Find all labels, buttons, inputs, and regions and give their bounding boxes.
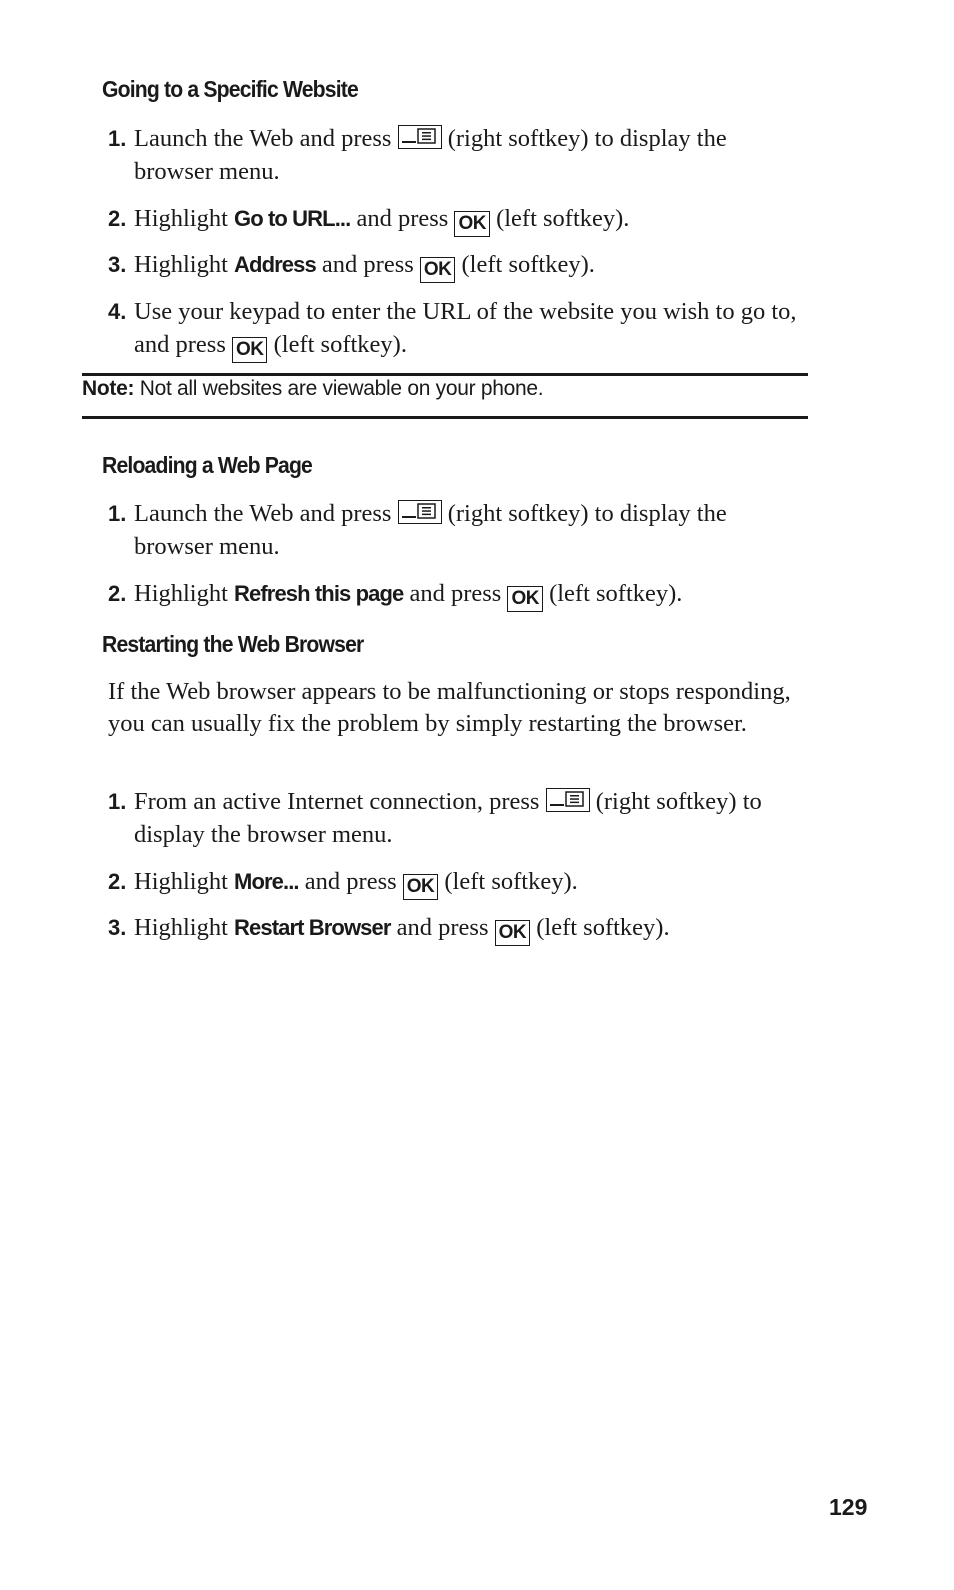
note-label: Note: — [82, 377, 135, 400]
note-bottom-rule — [82, 416, 808, 419]
menu-option-go-to-url: Go to URL... — [234, 206, 351, 231]
step-number: 2. — [108, 581, 127, 606]
step-text: From an active Internet connection, press (right softkey) to display the browser menu. — [134, 788, 762, 848]
ok-key-icon: OK — [403, 874, 439, 900]
menu-softkey-icon — [398, 125, 442, 149]
step-text: Highlight Go to URL... and press OK (left softkey). — [134, 202, 808, 237]
step-number: 3. — [108, 915, 127, 940]
ok-key-icon: OK — [507, 586, 543, 612]
ok-key-icon: OK — [495, 920, 531, 946]
step-number: 1. — [108, 126, 127, 151]
step-text: Launch the Web and press (right softkey) to display the browser menu. — [134, 125, 727, 185]
step-number: 3. — [108, 252, 127, 277]
menu-softkey-icon — [546, 788, 590, 812]
step-text: Highlight More... and press OK (left softkey). — [134, 865, 808, 900]
page-number: 129 — [829, 1494, 868, 1520]
step — [108, 295, 808, 363]
note — [82, 377, 543, 401]
menu-option-more: More... — [234, 869, 299, 894]
ok-key-icon: OK — [232, 337, 268, 363]
step — [108, 202, 808, 237]
step — [108, 577, 808, 612]
note-top-rule — [82, 373, 808, 376]
section-heading-reloading: Reloading a Web Page — [102, 452, 312, 478]
ok-key-icon: OK — [420, 257, 456, 283]
step-text: Highlight Address and press OK (left softkey). — [134, 248, 808, 283]
intro-paragraph: If the Web browser appears to be malfunctioning or stops responding, you can usually fix the problem by simply restarting the browser. — [108, 678, 791, 737]
note-text: Not all websites are viewable on your phone. — [134, 377, 544, 400]
step — [108, 865, 808, 900]
section-heading-restarting: Restarting the Web Browser — [102, 631, 364, 657]
step-number: 2. — [108, 869, 127, 894]
step-text: Highlight Refresh this page and press OK (left softkey). — [134, 577, 808, 612]
section-heading-specific-website: Going to a Specific Website — [102, 76, 358, 102]
step-text: Highlight Restart Browser and press OK (left softkey). — [134, 911, 808, 946]
menu-option-restart-browser: Restart Browser — [234, 915, 391, 940]
step-number: 4. — [108, 299, 127, 324]
menu-option-refresh: Refresh this page — [234, 581, 404, 606]
ok-key-icon: OK — [454, 211, 490, 237]
step-text: Launch the Web and press (right softkey) to display the browser menu. — [134, 500, 727, 560]
step — [108, 785, 808, 851]
menu-option-address: Address — [234, 252, 316, 277]
step-number: 1. — [108, 789, 127, 814]
step — [108, 497, 808, 563]
step — [108, 122, 808, 188]
menu-softkey-icon — [398, 500, 442, 524]
step-number: 2. — [108, 206, 127, 231]
step-number: 1. — [108, 501, 127, 526]
step-text: Use your keypad to enter the URL of the website you wish to go to, and press OK (left softkey). — [134, 295, 808, 363]
step — [108, 248, 808, 283]
step — [108, 911, 808, 946]
